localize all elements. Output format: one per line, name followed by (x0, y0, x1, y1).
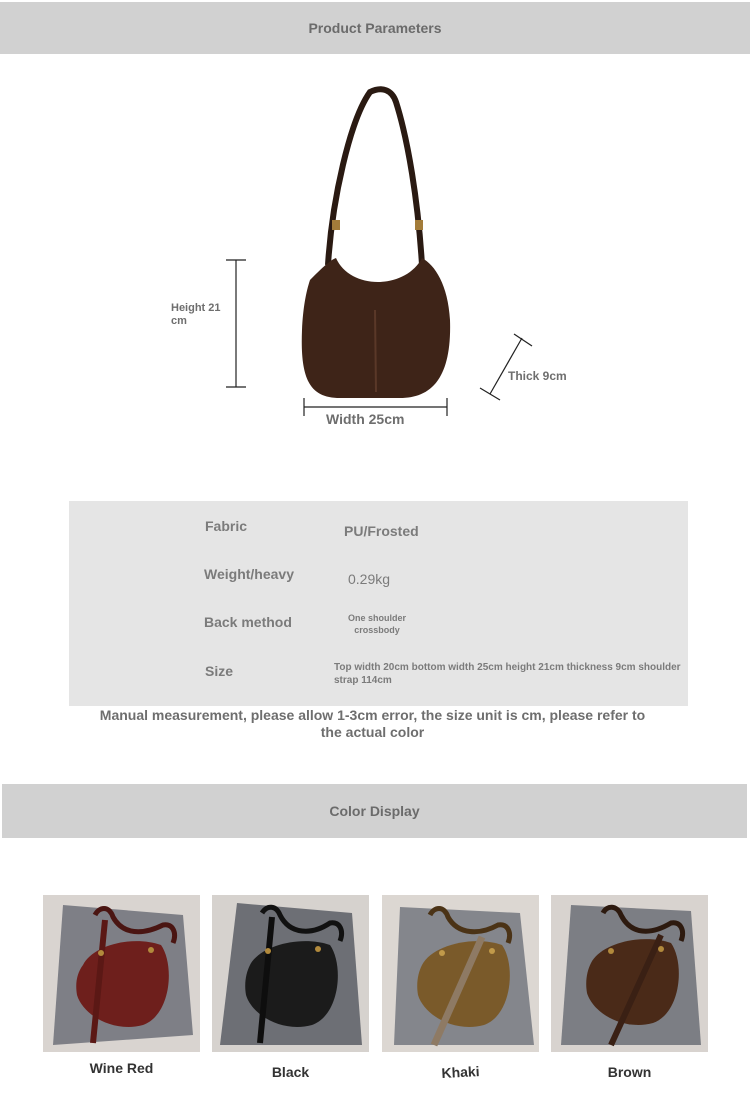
color-label-brown: Brown (607, 1064, 652, 1080)
color-swatch-brown[interactable] (551, 895, 708, 1052)
thick-line-top (514, 334, 532, 346)
measurement-note: Manual measurement, please allow 1-3cm error, the size unit is cm, please refer to the actual color (99, 707, 646, 740)
param-value-back-method: One shoulder crossbody (347, 613, 406, 635)
color-swatch-wine-red[interactable] (43, 895, 200, 1052)
param-value-size: Top width 20cm bottom width 25cm height 21cm thickness 9cm shoulder strap 114cm (334, 662, 681, 686)
color-label-black: Black (271, 1064, 310, 1080)
strap-buckle-left (332, 220, 340, 230)
width-label: Width 25cm (326, 411, 405, 427)
product-parameters-title: Product Parameters (308, 20, 442, 36)
strap-buckle-right (415, 220, 423, 230)
color-display-banner (2, 784, 747, 838)
bag-seam (375, 310, 376, 392)
color-label-wine-red: Wine Red (89, 1060, 154, 1076)
thick-label: Thick 9cm (508, 369, 567, 383)
color-display-title: Color Display (329, 803, 420, 819)
color-label-khaki: Khaki (441, 1063, 480, 1081)
parameter-table (69, 501, 688, 706)
product-parameters-banner (0, 2, 750, 54)
param-value-fabric: PU/Frosted (344, 523, 419, 539)
param-key-size: Size (205, 663, 234, 679)
bag-photo-khaki (382, 895, 539, 1052)
thick-line (490, 338, 522, 394)
param-key-fabric: Fabric (205, 518, 248, 534)
bag-photo-brown (551, 895, 708, 1052)
param-key-back-method: Back method (204, 614, 292, 630)
param-key-weight: Weight/heavy (204, 566, 294, 582)
color-swatch-black[interactable] (212, 895, 369, 1052)
bag-dimension-illustration (160, 80, 590, 440)
bag-strap (328, 89, 422, 265)
bag-photo-black (212, 895, 369, 1052)
bag-photo-wine-red (43, 895, 200, 1052)
thick-line-bottom (480, 388, 500, 400)
param-value-weight: 0.29kg (348, 571, 391, 587)
height-label: Height 21 cm (171, 302, 221, 327)
color-swatch-khaki[interactable] (382, 895, 539, 1052)
